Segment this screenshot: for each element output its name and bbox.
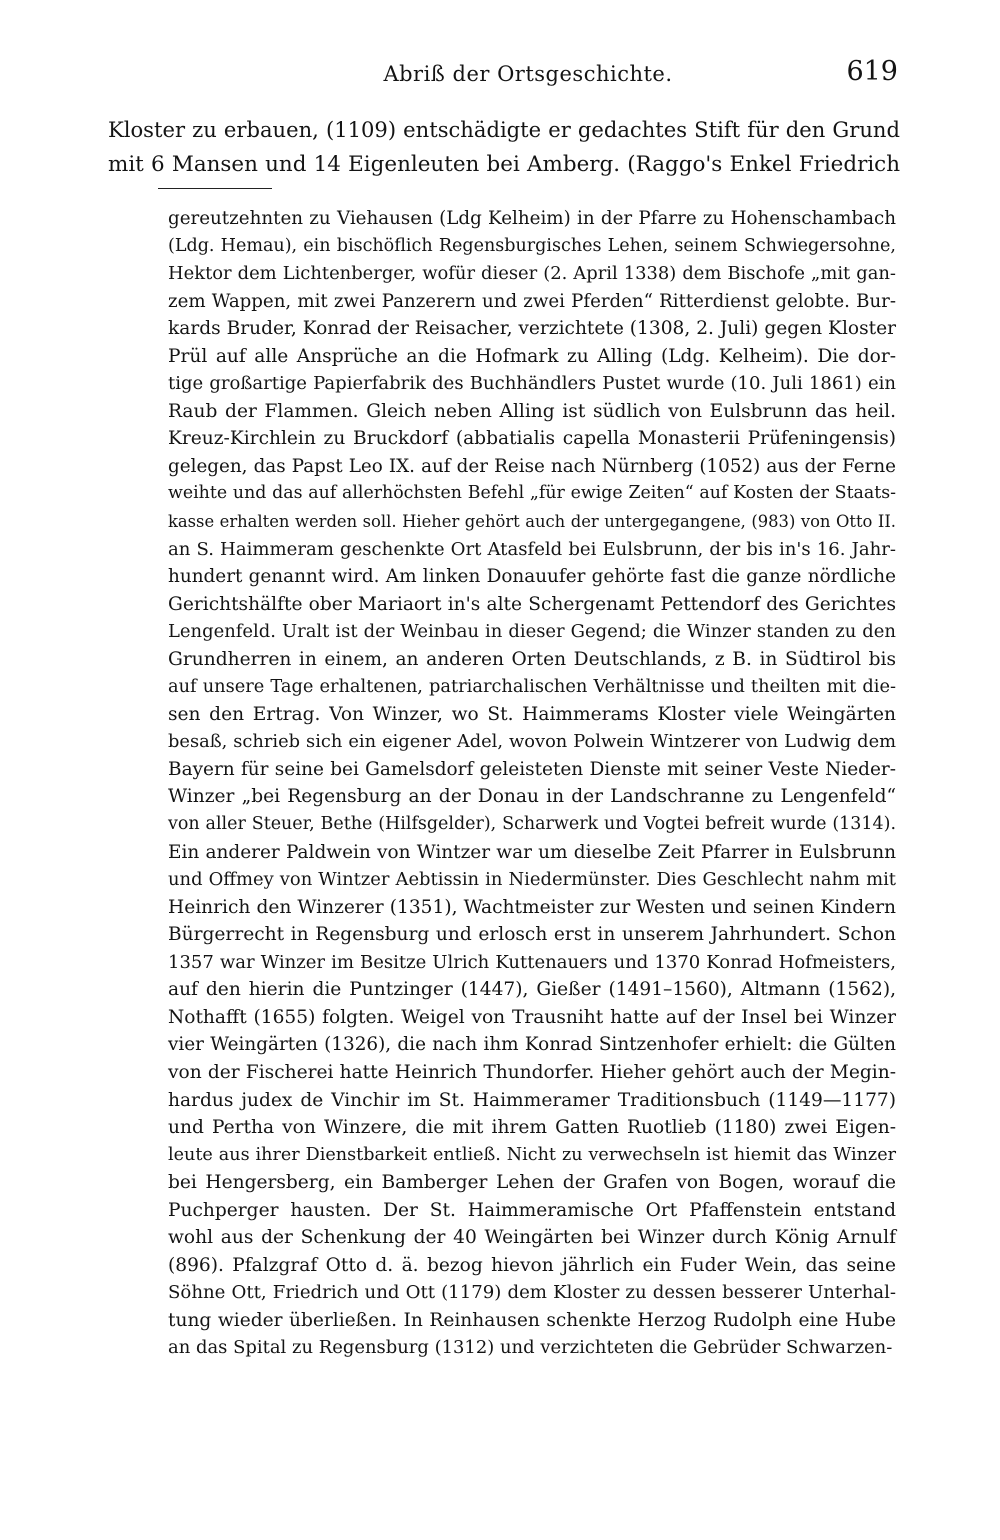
footnote-line: weihte und das auf allerhöchsten Befehl „für ewige Zeiten“ auf Kosten der Staats- [168, 483, 896, 504]
footnote-line: 1357 war Winzer im Besitze Ulrich Kuttenauers und 1370 Konrad Hofmeisters, [168, 951, 896, 973]
footnote-line: (Ldg. Hemau), ein bischöflich Regensburgisches Lehen, seinem Schwiegersohne, [168, 235, 896, 256]
page-header [108, 56, 898, 96]
footnote-line: Bayern für seine bei Gamelsdorf geleisteten Dienste mit seiner Veste Nieder- [168, 758, 896, 780]
footnote-line: (896). Pfalzgraf Otto d. ä. bezog hievon jährlich ein Fuder Wein, das seine [168, 1254, 896, 1276]
footnote-line: sen den Ertrag. Von Winzer, wo St. Haimmerams Kloster viele Weingärten [168, 703, 896, 725]
footnote-line: Hektor dem Lichtenberger, wofür dieser (2. April 1338) dem Bischofe „mit gan- [168, 263, 896, 285]
footnote-line: tige großartige Papierfabrik des Buchhändlers Pustet wurde (10. Juli 1861) ein [168, 373, 896, 395]
footnote-line: an S. Haimmeram geschenkte Ort Atasfeld bei Eulsbrunn, der bis in's 16. Jahr- [168, 538, 896, 560]
page-number: 619 [846, 56, 898, 87]
main-text-line: mit 6 Mansen und 14 Eigenleuten bei Amberg. (Raggo's Enkel Friedrich [108, 152, 900, 177]
footnote-line: Heinrich den Winzerer (1351), Wachtmeister zur Westen und seinen Kindern [168, 896, 896, 918]
footnote-line: Prül auf alle Ansprüche an die Hofmark zu Alling (Ldg. Kelheim). Die dor- [168, 345, 896, 367]
footnote-line: vier Weingärten (1326), die nach ihm Konrad Sintzenhofer erhielt: die Gülten [168, 1034, 896, 1056]
footnote-line: Kreuz-Kirchlein zu Bruckdorf (abbatialis capella Monasterii Prüfeningensis) [168, 428, 896, 450]
footnote-separator [158, 188, 272, 189]
footnote-line: und Offmey von Wintzer Aebtissin in Niedermünster. Dies Geschlecht nahm mit [168, 869, 896, 891]
footnote-line: besaß, schrieb sich ein eigener Adel, wovon Polwein Wintzerer von Ludwig dem [168, 731, 896, 753]
footnote-line: hundert genannt wird. Am linken Donauufer gehörte fast die ganze nördliche [168, 566, 896, 588]
footnote-line: gereutzehnten zu Viehausen (Ldg Kelheim) in der Pfarre zu Hohenschambach [168, 208, 896, 229]
footnote-line: von der Fischerei hatte Heinrich Thundorfer. Hieher gehört auch der Megin- [168, 1061, 896, 1083]
footnote-line: Gerichtshälfte ober Mariaort in's alte Schergenamt Pettendorf des Gerichtes [168, 593, 896, 615]
footnote-line: hardus judex de Vinchir im St. Haimmeramer Traditionsbuch (1149—1177) [168, 1089, 896, 1111]
main-text [108, 112, 900, 182]
footnote-line: kards Bruder, Konrad der Reisacher, verzichtete (1308, 2. Juli) gegen Kloster [168, 318, 896, 340]
running-title: Abriß der Ortsgeschichte. [383, 62, 673, 86]
footnote-line: Puchperger hausten. Der St. Haimmeramische Ort Pfaffenstein entstand [168, 1199, 896, 1221]
footnote-line: Ein anderer Paldwein von Wintzer war um dieselbe Zeit Pfarrer in Eulsbrunn [168, 841, 896, 863]
footnote-line: Nothafft (1655) folgten. Weigel von Trausniht hatte auf der Insel bei Winzer [168, 1006, 896, 1028]
footnote-line: von aller Steuer, Bethe (Hilfsgelder), Scharwerk und Vogtei befreit wurde (1314). [168, 814, 896, 835]
footnote-line: gelegen, das Papst Leo IX. auf der Reise nach Nürnberg (1052) aus der Ferne [168, 455, 896, 477]
footnote-line: leute aus ihrer Dienstbarkeit entließ. Nicht zu verwechseln ist hiemit das Winzer [168, 1144, 896, 1165]
footnote-line: Bürgerrecht in Regensburg und erlosch erst in unserem Jahrhundert. Schon [168, 924, 896, 946]
footnote-text [168, 205, 896, 1362]
footnote-line: Söhne Ott, Friedrich und Ott (1179) dem Kloster zu dessen besserer Unterhal- [168, 1282, 896, 1304]
footnote-line: zem Wappen, mit zwei Panzerern und zwei Pferden“ Ritterdienst gelobte. Bur- [168, 290, 896, 312]
footnote-line: kasse erhalten werden soll. Hieher gehört auch der untergegangene, (983) von Otto II. [168, 512, 896, 532]
footnote-line: an das Spital zu Regensburg (1312) und verzichteten die Gebrüder Schwarzen- [168, 1337, 893, 1359]
footnote-line: Raub der Flammen. Gleich neben Alling ist südlich von Eulsbrunn das heil. [168, 400, 896, 422]
footnote-line: Lengenfeld. Uralt ist der Weinbau in dieser Gegend; die Winzer standen zu den [168, 621, 896, 643]
footnote-line: wohl aus der Schenkung der 40 Weingärten bei Winzer durch König Arnulf [168, 1227, 896, 1249]
footnote-line: auf unsere Tage erhaltenen, patriarchalischen Verhältnisse und theilten mit die- [168, 676, 896, 698]
footnote-line: auf den hierin die Puntzinger (1447), Gießer (1491–1560), Altmann (1562), [168, 979, 896, 1001]
footnote-line: und Pertha von Winzere, die mit ihrem Gatten Ruotlieb (1180) zwei Eigen- [168, 1117, 896, 1139]
main-text-line: Kloster zu erbauen, (1109) entschädigte er gedachtes Stift für den Grund [108, 117, 900, 142]
footnote-line: bei Hengersberg, ein Bamberger Lehen der Grafen von Bogen, worauf die [168, 1172, 896, 1194]
footnote-line: Grundherren in einem, an anderen Orten Deutschlands, z B. in Südtirol bis [168, 648, 896, 670]
footnote-line: Winzer „bei Regensburg an der Donau in der Landschranne zu Lengenfeld“ [168, 786, 896, 808]
footnote-line: tung wieder überließen. In Reinhausen schenkte Herzog Rudolph eine Hube [168, 1309, 896, 1331]
